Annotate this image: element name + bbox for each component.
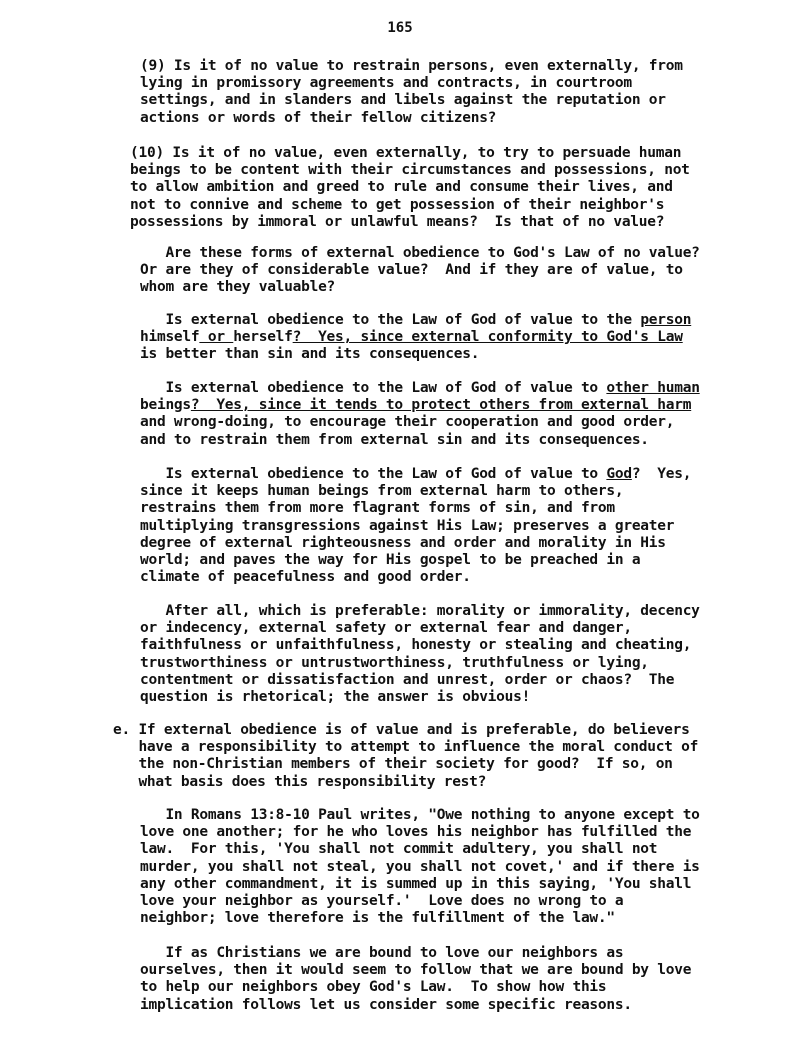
text-segment: since it keeps human beings from external harm to others, (140, 483, 624, 500)
text-segment: love your neighbor as yourself.' Love does no wrong to a (140, 893, 624, 910)
text-segment: beings to be content with their circumstances and possessions, not (130, 162, 690, 179)
text-line (140, 962, 691, 979)
text-line (113, 774, 698, 791)
item-10 (130, 145, 690, 231)
underlined-word: other human (606, 380, 700, 396)
text-line (140, 397, 700, 414)
text-segment: trustworthiness or untrustworthiness, truthfulness or lying, (140, 654, 649, 671)
text-segment: Is external obedience to the Law of God of value to the (140, 312, 641, 328)
text-line (113, 756, 698, 773)
text-line (140, 346, 691, 363)
text-line (140, 655, 700, 672)
text-line (113, 739, 698, 756)
text-segment: actions or words of their fellow citizens? (140, 109, 497, 126)
text-line (140, 245, 700, 262)
text-line (140, 58, 683, 75)
text-line (140, 92, 683, 109)
text-line (140, 859, 700, 876)
text-segment: love one another; for he who loves his neighbor has fulfilled the (140, 824, 692, 841)
item-9 (140, 58, 683, 127)
text-segment: herself (233, 329, 293, 346)
text-line (130, 179, 690, 196)
text-line (140, 620, 700, 637)
text-segment: whom are they valuable? (140, 279, 336, 296)
text-segment: Is external obedience to the Law of God of value to (140, 380, 607, 396)
text-segment: In Romans 13:8-10 Paul writes, "Owe nothing to anyone except to (140, 807, 700, 823)
text-line (140, 380, 700, 397)
text-segment: neighbor; love therefore is the fulfillment of the law." (140, 910, 615, 927)
text-line (140, 329, 691, 346)
text-segment: what basis does this responsibility rest? (113, 773, 487, 790)
text-segment: beings (140, 397, 191, 414)
text-line (140, 262, 700, 279)
page-number: 165 (387, 20, 413, 36)
text-line (113, 722, 698, 739)
text-segment: lying in promissory agreements and contracts, in courtroom (140, 75, 632, 92)
text-segment: Are these forms of external obedience to God's Law of no value? (140, 245, 700, 261)
text-line (140, 893, 700, 910)
text-line (140, 841, 700, 858)
value-god (140, 466, 691, 586)
text-line (140, 945, 691, 962)
text-line (140, 672, 700, 689)
text-segment: the non-Christian members of their society for good? If so, on (113, 756, 673, 773)
text-segment: world; and paves the way for His gospel to be preached in a (140, 552, 641, 569)
text-segment: have a responsibility to attempt to influence the moral conduct of (113, 739, 699, 756)
text-segment: or indecency, external safety or external fear and danger, (140, 620, 632, 637)
text-line (140, 997, 691, 1014)
text-line (140, 518, 691, 535)
christians (140, 945, 691, 1014)
text-line (140, 552, 691, 569)
text-line (140, 279, 700, 296)
text-segment: to allow ambition and greed to rule and consume their lives, and (130, 179, 673, 196)
text-line (140, 110, 683, 127)
text-segment: himself (140, 329, 200, 346)
text-segment: If as Christians we are bound to love our neighbors as (140, 945, 624, 961)
underlined-word: or (199, 329, 234, 346)
text-line (140, 500, 691, 517)
text-segment: question is rhetorical; the answer is obvious! (140, 689, 531, 706)
text-segment: settings, and in slanders and libels against the reputation or (140, 92, 666, 109)
value-others (140, 380, 700, 449)
text-segment: and to restrain them from external sin and its consequences. (140, 431, 649, 448)
text-segment: Or are they of considerable value? And if they are of value, to (140, 262, 683, 279)
text-segment: Is external obedience to the Law of God of value to (140, 466, 607, 482)
text-segment: restrains them from more flagrant forms of sin, and from (140, 500, 615, 517)
text-line (140, 637, 700, 654)
text-segment: is better than sin and its consequences. (140, 346, 480, 363)
text-segment: and wrong-doing, to encourage their cooperation and good order, (140, 414, 675, 431)
text-line (140, 807, 700, 824)
underlined-word: ? Yes, since external conformity to God's Law (292, 329, 683, 346)
text-segment: contentment or dissatisfaction and unrest, order or chaos? The (140, 671, 675, 688)
text-line (140, 312, 691, 329)
text-line (140, 466, 691, 483)
text-segment: law. For this, 'You shall not commit adultery, you shall not (140, 841, 658, 858)
text-segment: ourselves, then it would seem to follow that we are bound by love (140, 962, 692, 979)
preferable (140, 603, 700, 706)
item-e (113, 722, 698, 791)
text-line (140, 75, 683, 92)
text-line (140, 414, 700, 431)
text-segment: After all, which is preferable: morality or immorality, decency (140, 603, 700, 619)
underlined-word: ? Yes, since it tends to protect others from external harm (190, 397, 692, 414)
text-segment: degree of external righteousness and order and morality in His (140, 534, 666, 551)
value-question (140, 245, 700, 297)
text-line (130, 145, 690, 162)
value-person (140, 312, 691, 364)
text-line (140, 910, 700, 927)
text-segment: implication follows let us consider some specific reasons. (140, 996, 632, 1013)
text-line (140, 535, 691, 552)
text-segment: not to connive and scheme to get possession of their neighbor's (130, 196, 665, 213)
text-line (140, 603, 700, 620)
text-segment: to help our neighbors obey God's Law. To show how this (140, 979, 607, 996)
text-segment: ? Yes, (631, 466, 692, 482)
text-line (130, 162, 690, 179)
text-segment: any other commandment, it is summed up in this saying, 'You shall (140, 875, 692, 892)
text-line (140, 432, 700, 449)
text-line (130, 197, 690, 214)
underlined-word: person (640, 312, 692, 328)
text-line (140, 876, 700, 893)
text-line (140, 483, 691, 500)
text-segment: (10) Is it of no value, even externally, to try to persuade human (130, 145, 682, 161)
romans (140, 807, 700, 927)
text-line (140, 979, 691, 996)
text-line (140, 689, 700, 706)
text-segment: murder, you shall not steal, you shall not covet,' and if there is (140, 858, 700, 875)
text-line (140, 824, 700, 841)
text-segment: (9) Is it of no value to restrain persons, even externally, from (140, 58, 683, 74)
underlined-word: God (606, 466, 632, 482)
text-segment: possessions by immoral or unlawful means? Is that of no value? (130, 213, 665, 230)
text-line (130, 214, 690, 231)
text-line (140, 569, 691, 586)
text-segment: multiplying transgressions against His Law; preserves a greater (140, 517, 675, 534)
text-segment: e. If external obedience is of value and is preferable, do believers (113, 722, 690, 738)
text-segment: faithfulness or unfaithfulness, honesty or stealing and cheating, (140, 637, 692, 654)
text-segment: climate of peacefulness and good order. (140, 569, 471, 586)
